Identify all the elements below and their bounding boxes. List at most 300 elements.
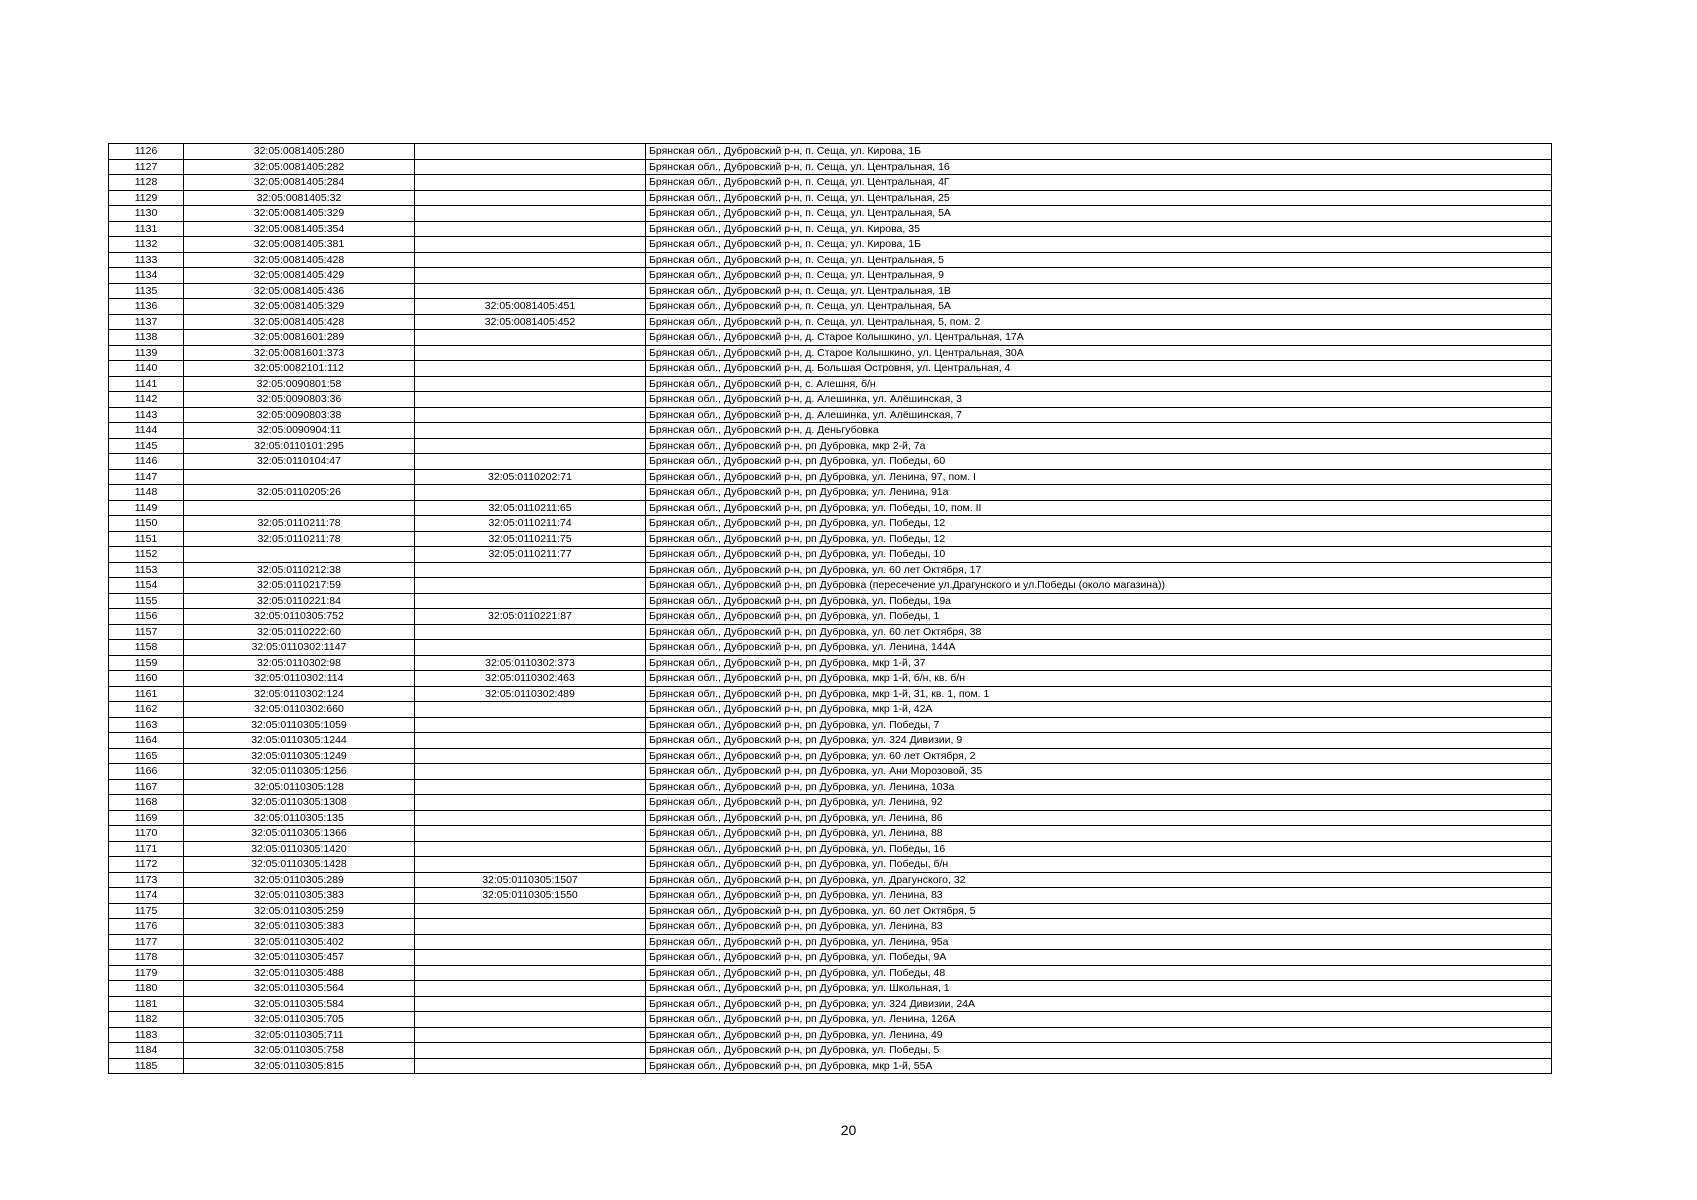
cadastral-number-cell: 32:05:0110305:1308 [184,795,415,811]
secondary-cadastral-cell: 32:05:0110211:65 [415,500,646,516]
address-cell: Брянская обл., Дубровский р-н, рп Дубровка, ул. Ленина, 91а [646,485,1552,501]
secondary-cadastral-cell [415,190,646,206]
row-number-cell: 1133 [109,252,184,268]
cadastral-number-cell: 32:05:0081405:428 [184,314,415,330]
row-number-cell: 1175 [109,903,184,919]
cadastral-number-cell: 32:05:0110305:1420 [184,841,415,857]
cadastral-number-cell: 32:05:0081405:354 [184,221,415,237]
table-row [109,702,1552,718]
secondary-cadastral-cell [415,640,646,656]
table-row [109,221,1552,237]
address-cell: Брянская обл., Дубровский р-н, рп Дубровка, ул. Ленина, 83 [646,888,1552,904]
secondary-cadastral-cell [415,407,646,423]
row-number-cell: 1136 [109,299,184,315]
secondary-cadastral-cell [415,1012,646,1028]
table-row [109,764,1552,780]
address-cell: Брянская обл., Дубровский р-н, рп Дубровка, ул. Победы, 19а [646,593,1552,609]
cadastral-number-cell: 32:05:0090803:36 [184,392,415,408]
secondary-cadastral-cell [415,764,646,780]
row-number-cell: 1158 [109,640,184,656]
address-cell: Брянская обл., Дубровский р-н, рп Дубровка, ул. Ленина, 92 [646,795,1552,811]
cadastral-number-cell: 32:05:0110305:135 [184,810,415,826]
table-row [109,423,1552,439]
table-row [109,686,1552,702]
secondary-cadastral-cell [415,826,646,842]
cadastral-number-cell: 32:05:0110104:47 [184,454,415,470]
address-cell: Брянская обл., Дубровский р-н, рп Дубровка, ул. Ленина, 95а [646,934,1552,950]
table-row [109,640,1552,656]
address-cell: Брянская обл., Дубровский р-н, д. Старое Колышкино, ул. Центральная, 17А [646,330,1552,346]
address-cell: Брянская обл., Дубровский р-н, рп Дубровка, ул. Победы, 10 [646,547,1552,563]
table-row [109,268,1552,284]
row-number-cell: 1183 [109,1027,184,1043]
cadastral-number-cell: 32:05:0110305:564 [184,981,415,997]
address-cell: Брянская обл., Дубровский р-н, рп Дубровка, ул. Победы, 7 [646,717,1552,733]
address-cell: Брянская обл., Дубровский р-н, рп Дубровка, ул. Победы, 5 [646,1043,1552,1059]
cadastral-number-cell: 32:05:0110212:38 [184,562,415,578]
secondary-cadastral-cell [415,903,646,919]
cadastral-number-cell: 32:05:0110205:26 [184,485,415,501]
secondary-cadastral-cell [415,485,646,501]
address-cell: Брянская обл., Дубровский р-н, рп Дубровка, ул. Победы, 12 [646,531,1552,547]
secondary-cadastral-cell [415,593,646,609]
secondary-cadastral-cell: 32:05:0081405:451 [415,299,646,315]
row-number-cell: 1142 [109,392,184,408]
table-row [109,624,1552,640]
row-number-cell: 1139 [109,345,184,361]
cadastral-number-cell: 32:05:0081405:32 [184,190,415,206]
cadastral-number-cell [184,500,415,516]
row-number-cell: 1137 [109,314,184,330]
address-cell: Брянская обл., Дубровский р-н, п. Сеща, ул. Центральная, 1В [646,283,1552,299]
row-number-cell: 1135 [109,283,184,299]
cadastral-number-cell: 32:05:0081405:428 [184,252,415,268]
address-cell: Брянская обл., Дубровский р-н, рп Дубровка, ул. Ленина, 97, пом. I [646,469,1552,485]
cadastral-number-cell: 32:05:0081405:381 [184,237,415,253]
address-cell: Брянская обл., Дубровский р-н, рп Дубровка, ул. Победы, 9А [646,950,1552,966]
table-row [109,562,1552,578]
address-cell: Брянская обл., Дубровский р-н, рп Дубровка, мкр 1-й, 42А [646,702,1552,718]
secondary-cadastral-cell [415,795,646,811]
row-number-cell: 1138 [109,330,184,346]
cadastral-number-cell: 32:05:0110305:457 [184,950,415,966]
cadastral-number-cell: 32:05:0110305:584 [184,996,415,1012]
row-number-cell: 1126 [109,144,184,160]
table-row [109,810,1552,826]
address-cell: Брянская обл., Дубровский р-н, рп Дубровка, ул. Ленина, 144А [646,640,1552,656]
table-row [109,407,1552,423]
row-number-cell: 1132 [109,237,184,253]
cadastral-number-cell: 32:05:0110222:60 [184,624,415,640]
secondary-cadastral-cell [415,392,646,408]
secondary-cadastral-cell: 32:05:0110302:489 [415,686,646,702]
row-number-cell: 1147 [109,469,184,485]
row-number-cell: 1181 [109,996,184,1012]
row-number-cell: 1165 [109,748,184,764]
table-row [109,438,1552,454]
secondary-cadastral-cell [415,1043,646,1059]
row-number-cell: 1176 [109,919,184,935]
secondary-cadastral-cell [415,919,646,935]
table-row [109,330,1552,346]
secondary-cadastral-cell [415,268,646,284]
row-number-cell: 1172 [109,857,184,873]
row-number-cell: 1180 [109,981,184,997]
secondary-cadastral-cell: 32:05:0110202:71 [415,469,646,485]
address-cell: Брянская обл., Дубровский р-н, рп Дубровка, ул. Ани Морозовой, 35 [646,764,1552,780]
table-row [109,376,1552,392]
secondary-cadastral-cell [415,159,646,175]
row-number-cell: 1128 [109,175,184,191]
address-cell: Брянская обл., Дубровский р-н, рп Дубровка (пересечение ул.Драгунского и ул.Победы (около магазина)) [646,578,1552,594]
cadastral-number-cell: 32:05:0110305:1059 [184,717,415,733]
address-cell: Брянская обл., Дубровский р-н, рп Дубровка, ул. Драгунского, 32 [646,872,1552,888]
cadastral-number-cell: 32:05:0110305:259 [184,903,415,919]
cadastral-number-cell: 32:05:0110305:1428 [184,857,415,873]
address-cell: Брянская обл., Дубровский р-н, п. Сеща, ул. Центральная, 5А [646,206,1552,222]
secondary-cadastral-cell: 32:05:0110211:77 [415,547,646,563]
table-row [109,779,1552,795]
table-row [109,299,1552,315]
table-row [109,903,1552,919]
row-number-cell: 1149 [109,500,184,516]
secondary-cadastral-cell: 32:05:0110211:75 [415,531,646,547]
address-cell: Брянская обл., Дубровский р-н, рп Дубровка, ул. Победы, 48 [646,965,1552,981]
secondary-cadastral-cell [415,857,646,873]
secondary-cadastral-cell: 32:05:0110305:1550 [415,888,646,904]
secondary-cadastral-cell [415,376,646,392]
table-row [109,1027,1552,1043]
table-row [109,872,1552,888]
cadastral-number-cell: 32:05:0110211:78 [184,531,415,547]
address-cell: Брянская обл., Дубровский р-н, п. Сеща, ул. Центральная, 16 [646,159,1552,175]
secondary-cadastral-cell [415,733,646,749]
address-cell: Брянская обл., Дубровский р-н, рп Дубровка, ул. Школьная, 1 [646,981,1552,997]
row-number-cell: 1157 [109,624,184,640]
cadastral-number-cell: 32:05:0110305:1366 [184,826,415,842]
address-cell: Брянская обл., Дубровский р-н, рп Дубровка, мкр 1-й, 37 [646,655,1552,671]
table-row [109,919,1552,935]
secondary-cadastral-cell [415,934,646,950]
secondary-cadastral-cell [415,175,646,191]
table-row [109,795,1552,811]
cadastral-number-cell: 32:05:0110305:128 [184,779,415,795]
row-number-cell: 1163 [109,717,184,733]
cadastral-number-cell: 32:05:0081601:373 [184,345,415,361]
row-number-cell: 1179 [109,965,184,981]
address-cell: Брянская обл., Дубровский р-н, рп Дубровка, мкр 1-й, б/н, кв. б/н [646,671,1552,687]
row-number-cell: 1134 [109,268,184,284]
table-row [109,748,1552,764]
secondary-cadastral-cell [415,996,646,1012]
table-row [109,655,1552,671]
table-row [109,469,1552,485]
row-number-cell: 1155 [109,593,184,609]
secondary-cadastral-cell [415,841,646,857]
row-number-cell: 1127 [109,159,184,175]
address-cell: Брянская обл., Дубровский р-н, п. Сеща, ул. Центральная, 25 [646,190,1552,206]
table-row [109,500,1552,516]
address-cell: Брянская обл., Дубровский р-н, рп Дубровка, ул. Победы, 1 [646,609,1552,625]
cadastral-number-cell: 32:05:0081405:329 [184,299,415,315]
cadastral-number-cell: 32:05:0081601:289 [184,330,415,346]
table-row [109,671,1552,687]
row-number-cell: 1162 [109,702,184,718]
address-cell: Брянская обл., Дубровский р-н, п. Сеща, ул. Центральная, 4Г [646,175,1552,191]
table-row [109,934,1552,950]
secondary-cadastral-cell [415,361,646,377]
row-number-cell: 1166 [109,764,184,780]
row-number-cell: 1169 [109,810,184,826]
address-cell: Брянская обл., Дубровский р-н, п. Сеща, ул. Центральная, 5, пом. 2 [646,314,1552,330]
address-cell: Брянская обл., Дубровский р-н, рп Дубровка, ул. Победы, 10, пом. II [646,500,1552,516]
secondary-cadastral-cell [415,810,646,826]
secondary-cadastral-cell [415,423,646,439]
row-number-cell: 1151 [109,531,184,547]
cadastral-number-cell: 32:05:0110305:1256 [184,764,415,780]
cadastral-number-cell: 32:05:0110305:383 [184,888,415,904]
address-cell: Брянская обл., Дубровский р-н, рп Дубровка, ул. Победы, 12 [646,516,1552,532]
row-number-cell: 1130 [109,206,184,222]
cadastral-number-cell: 32:05:0110305:705 [184,1012,415,1028]
address-cell: Брянская обл., Дубровский р-н, рп Дубровка, ул. 60 лет Октября, 38 [646,624,1552,640]
secondary-cadastral-cell [415,702,646,718]
address-cell: Брянская обл., Дубровский р-н, п. Сеща, ул. Кирова, 35 [646,221,1552,237]
cadastral-number-cell: 32:05:0110305:289 [184,872,415,888]
cadastral-number-cell: 32:05:0110305:752 [184,609,415,625]
table-row [109,175,1552,191]
address-cell: Брянская обл., Дубровский р-н, рп Дубровка, ул. Ленина, 86 [646,810,1552,826]
address-cell: Брянская обл., Дубровский р-н, рп Дубровка, ул. Победы, б/н [646,857,1552,873]
cadastral-number-cell: 32:05:0090904:11 [184,423,415,439]
secondary-cadastral-cell [415,965,646,981]
secondary-cadastral-cell: 32:05:0110305:1507 [415,872,646,888]
cadastral-number-cell: 32:05:0081405:429 [184,268,415,284]
secondary-cadastral-cell [415,144,646,160]
table-row [109,841,1552,857]
secondary-cadastral-cell: 32:05:0081405:452 [415,314,646,330]
secondary-cadastral-cell [415,562,646,578]
address-cell: Брянская обл., Дубровский р-н, рп Дубровка, ул. Победы, 60 [646,454,1552,470]
secondary-cadastral-cell [415,237,646,253]
address-cell: Брянская обл., Дубровский р-н, рп Дубровка, ул. 60 лет Октября, 5 [646,903,1552,919]
secondary-cadastral-cell [415,748,646,764]
cadastral-number-cell: 32:05:0081405:284 [184,175,415,191]
cadastral-number-cell [184,547,415,563]
table-row [109,1043,1552,1059]
table-body [109,144,1552,1074]
cadastral-number-cell: 32:05:0110221:84 [184,593,415,609]
cadastral-number-cell: 32:05:0110305:1249 [184,748,415,764]
table-row [109,314,1552,330]
table-row [109,531,1552,547]
cadastral-number-cell: 32:05:0110302:124 [184,686,415,702]
table-row [109,547,1552,563]
address-cell: Брянская обл., Дубровский р-н, рп Дубровка, мкр 1-й, 55А [646,1058,1552,1074]
address-cell: Брянская обл., Дубровский р-н, рп Дубровка, ул. Победы, 16 [646,841,1552,857]
table-row [109,888,1552,904]
table-row [109,996,1552,1012]
address-cell: Брянская обл., Дубровский р-н, д. Старое Колышкино, ул. Центральная, 30А [646,345,1552,361]
address-cell: Брянская обл., Дубровский р-н, п. Сеща, ул. Центральная, 9 [646,268,1552,284]
address-cell: Брянская обл., Дубровский р-н, рп Дубровка, мкр 1-й, 31, кв. 1, пом. 1 [646,686,1552,702]
secondary-cadastral-cell [415,221,646,237]
table-row [109,485,1552,501]
row-number-cell: 1170 [109,826,184,842]
table-row [109,1012,1552,1028]
document-table [108,143,1552,1074]
address-cell: Брянская обл., Дубровский р-н, п. Сеща, ул. Центральная, 5 [646,252,1552,268]
table-row [109,717,1552,733]
address-cell: Брянская обл., Дубровский р-н, рп Дубровка, ул. Ленина, 49 [646,1027,1552,1043]
row-number-cell: 1171 [109,841,184,857]
address-cell: Брянская обл., Дубровский р-н, п. Сеща, ул. Кирова, 1Б [646,237,1552,253]
secondary-cadastral-cell [415,950,646,966]
secondary-cadastral-cell [415,454,646,470]
address-cell: Брянская обл., Дубровский р-н, рп Дубровка, ул. 60 лет Октября, 17 [646,562,1552,578]
cadastral-number-cell: 32:05:0110305:1244 [184,733,415,749]
table-row [109,190,1552,206]
address-cell: Брянская обл., Дубровский р-н, с. Алешня, б/н [646,376,1552,392]
address-cell: Брянская обл., Дубровский р-н, рп Дубровка, мкр 2-й, 7а [646,438,1552,454]
cadastral-number-cell: 32:05:0110305:758 [184,1043,415,1059]
table-row [109,981,1552,997]
row-number-cell: 1160 [109,671,184,687]
row-number-cell: 1184 [109,1043,184,1059]
table-row [109,516,1552,532]
address-cell: Брянская обл., Дубровский р-н, рп Дубровка, ул. Ленина, 83 [646,919,1552,935]
secondary-cadastral-cell [415,1058,646,1074]
address-cell: Брянская обл., Дубровский р-н, п. Сеща, ул. Кирова, 1Б [646,144,1552,160]
address-cell: Брянская обл., Дубровский р-н, д. Большая Островня, ул. Центральная, 4 [646,361,1552,377]
table-row [109,578,1552,594]
secondary-cadastral-cell [415,578,646,594]
address-cell: Брянская обл., Дубровский р-н, рп Дубровка, ул. 324 Дивизии, 24А [646,996,1552,1012]
address-cell: Брянская обл., Дубровский р-н, рп Дубровка, ул. Ленина, 103а [646,779,1552,795]
cadastral-number-cell: 32:05:0081405:282 [184,159,415,175]
cadastral-number-cell: 32:05:0081405:436 [184,283,415,299]
cadastral-number-cell: 32:05:0110211:78 [184,516,415,532]
address-cell: Брянская обл., Дубровский р-н, рп Дубровка, ул. 60 лет Октября, 2 [646,748,1552,764]
address-cell: Брянская обл., Дубровский р-н, рп Дубровка, ул. 324 Дивизии, 9 [646,733,1552,749]
address-cell: Брянская обл., Дубровский р-н, рп Дубровка, ул. Ленина, 88 [646,826,1552,842]
table-row [109,454,1552,470]
row-number-cell: 1143 [109,407,184,423]
row-number-cell: 1129 [109,190,184,206]
cadastral-number-cell: 32:05:0110302:114 [184,671,415,687]
cadastral-number-cell: 32:05:0110305:711 [184,1027,415,1043]
secondary-cadastral-cell [415,1027,646,1043]
table-row [109,345,1552,361]
table-row [109,252,1552,268]
row-number-cell: 1131 [109,221,184,237]
table-row [109,609,1552,625]
page-number: 20 [840,1122,857,1138]
table-row [109,237,1552,253]
secondary-cadastral-cell: 32:05:0110302:463 [415,671,646,687]
cadastral-number-cell: 32:05:0110217:59 [184,578,415,594]
secondary-cadastral-cell: 32:05:0110302:373 [415,655,646,671]
cadastral-number-cell: 32:05:0082101:112 [184,361,415,377]
table-row [109,826,1552,842]
row-number-cell: 1141 [109,376,184,392]
secondary-cadastral-cell [415,624,646,640]
row-number-cell: 1146 [109,454,184,470]
row-number-cell: 1152 [109,547,184,563]
table-row [109,392,1552,408]
row-number-cell: 1164 [109,733,184,749]
secondary-cadastral-cell [415,283,646,299]
table-row [109,950,1552,966]
cadastral-number-cell: 32:05:0081405:329 [184,206,415,222]
cadastral-number-cell: 32:05:0090801:58 [184,376,415,392]
table-row [109,144,1552,160]
cadastral-number-cell: 32:05:0110101:295 [184,438,415,454]
secondary-cadastral-cell: 32:05:0110211:74 [415,516,646,532]
cadastral-number-cell: 32:05:0110302:98 [184,655,415,671]
address-cell: Брянская обл., Дубровский р-н, д. Алешинка, ул. Алёшинская, 7 [646,407,1552,423]
secondary-cadastral-cell [415,345,646,361]
cadastral-number-cell: 32:05:0090803:38 [184,407,415,423]
table-row [109,206,1552,222]
table-row [109,857,1552,873]
address-cell: Брянская обл., Дубровский р-н, рп Дубровка, ул. Ленина, 126А [646,1012,1552,1028]
secondary-cadastral-cell: 32:05:0110221:87 [415,609,646,625]
row-number-cell: 1178 [109,950,184,966]
secondary-cadastral-cell [415,252,646,268]
secondary-cadastral-cell [415,717,646,733]
row-number-cell: 1168 [109,795,184,811]
address-cell: Брянская обл., Дубровский р-н, д. Алешинка, ул. Алёшинская, 3 [646,392,1552,408]
cadastral-number-cell: 32:05:0110302:1147 [184,640,415,656]
address-cell: Брянская обл., Дубровский р-н, п. Сеща, ул. Центральная, 5А [646,299,1552,315]
secondary-cadastral-cell [415,981,646,997]
cadastral-number-cell [184,469,415,485]
row-number-cell: 1150 [109,516,184,532]
row-number-cell: 1173 [109,872,184,888]
row-number-cell: 1177 [109,934,184,950]
row-number-cell: 1161 [109,686,184,702]
row-number-cell: 1148 [109,485,184,501]
row-number-cell: 1167 [109,779,184,795]
row-number-cell: 1144 [109,423,184,439]
secondary-cadastral-cell [415,438,646,454]
secondary-cadastral-cell [415,206,646,222]
cadastral-number-cell: 32:05:0110305:815 [184,1058,415,1074]
row-number-cell: 1182 [109,1012,184,1028]
table-row [109,283,1552,299]
cadastral-number-cell: 32:05:0110305:488 [184,965,415,981]
table-row [109,361,1552,377]
table-row [109,593,1552,609]
row-number-cell: 1185 [109,1058,184,1074]
row-number-cell: 1145 [109,438,184,454]
secondary-cadastral-cell [415,779,646,795]
cadastral-number-cell: 32:05:0081405:280 [184,144,415,160]
table-row [109,733,1552,749]
row-number-cell: 1174 [109,888,184,904]
table-row [109,1058,1552,1074]
cadastral-number-cell: 32:05:0110305:383 [184,919,415,935]
row-number-cell: 1156 [109,609,184,625]
row-number-cell: 1140 [109,361,184,377]
cadastral-number-cell: 32:05:0110302:660 [184,702,415,718]
table-row [109,159,1552,175]
row-number-cell: 1154 [109,578,184,594]
row-number-cell: 1153 [109,562,184,578]
cadastral-number-cell: 32:05:0110305:402 [184,934,415,950]
table-row [109,965,1552,981]
